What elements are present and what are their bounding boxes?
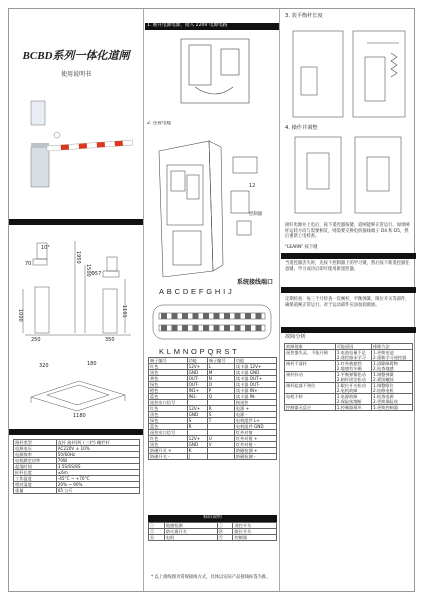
- terminal-pin: [224, 313, 230, 319]
- wiring-cell: 防砸检测 -: [234, 454, 276, 460]
- terminal-pin: [182, 325, 188, 331]
- spec-row: [14, 488, 140, 494]
- wiring-cell: T: [207, 418, 234, 424]
- wiring-cell: 遥控出口信号: [149, 400, 188, 406]
- wiring-cell: M: [207, 370, 234, 376]
- terminal-pin: [161, 313, 167, 319]
- spec-value-cell: ≤6m: [56, 470, 139, 476]
- terminal-pin: [256, 325, 262, 331]
- wiring-cell: N: [207, 376, 234, 382]
- wiring-cell: 黄色: [149, 376, 188, 382]
- terminal-block-drawing: [151, 297, 275, 349]
- fault-table: [284, 343, 413, 411]
- terminal-pin: [235, 325, 241, 331]
- fault-cell: 控制器无反应: [285, 405, 336, 411]
- wiring-cell: 防砸开关 +: [149, 448, 188, 454]
- wiring-cell: R: [187, 424, 207, 430]
- wiring-header-cell: 端子编号: [149, 358, 188, 364]
- wiring-cell: 橙色: [149, 388, 188, 394]
- fault-row: [285, 372, 413, 383]
- spec-value-cell: AC220V ± 10%: [56, 446, 139, 452]
- wiring-cell: 蓝色: [149, 424, 188, 430]
- fault-row: [285, 361, 413, 372]
- wiring-cell: 绿色: [149, 382, 188, 388]
- dim-label: 250: [31, 337, 41, 343]
- base-footprint-drawing: [17, 359, 137, 421]
- wiring-cell: 绿色: [149, 418, 188, 424]
- legend-symbol-cell: ㊄: [149, 535, 165, 541]
- fault-row: [285, 383, 413, 394]
- section-heading: 4. 操作并调整: [285, 125, 318, 131]
- fault-cell: 1.检查电源 2.更换保险丝: [371, 394, 412, 405]
- terminal-top-letters: ABCDEFGHIJ: [159, 287, 235, 296]
- manual-page: [8, 8, 415, 592]
- spec-label-cell: 工作温度: [14, 476, 57, 482]
- fault-cell: 1.电源故障 2.保险丝熔断: [335, 394, 371, 405]
- wiring-cell: 黑色: [149, 412, 188, 418]
- dim-label: Φ57: [91, 271, 102, 277]
- wiring-cell: 红外对射 +: [234, 436, 276, 442]
- wiring-header-cell: 端子编号: [207, 358, 234, 364]
- fault-row: [285, 405, 413, 411]
- controller-label: 控制器: [249, 212, 263, 217]
- dim-label: 350: [105, 337, 115, 343]
- dim-label: 1950: [75, 251, 81, 264]
- wiring-cell: R: [207, 406, 234, 412]
- legend-text-cell: 控制器: [233, 535, 277, 541]
- legend-text-cell: 遥控开关: [233, 523, 277, 529]
- wiring-cell: 黑色: [149, 370, 188, 376]
- legend-text-cell: 地感检测: [164, 523, 217, 529]
- fault-row: [285, 350, 413, 361]
- wiring-cell: GND: [187, 412, 207, 418]
- spec-label-cell: 闸杆类型: [14, 440, 57, 446]
- learn-key-text: "LEARN" 按下键: [285, 245, 318, 250]
- svg-text:12: 12: [249, 183, 256, 189]
- spec-value-cell: 70W: [56, 458, 139, 464]
- legend-symbol-cell: ㊂: [149, 529, 165, 535]
- wiring-cell: OUT-: [187, 376, 207, 382]
- section-header: 1. 断开电源电源，接入 220V 电源电路: [145, 23, 279, 30]
- fault-header-cell: 可能原因: [335, 344, 371, 350]
- wiring-cell: S: [207, 412, 234, 418]
- legend-table: [148, 522, 277, 541]
- wiring-cell: 红色: [149, 406, 188, 412]
- wiring-cell: [207, 454, 234, 460]
- fault-cell: 1.调整弹簧 2.紧固螺丝: [371, 372, 412, 383]
- power-box-illustration: [175, 35, 255, 107]
- dim-label: 10°: [41, 245, 50, 251]
- section-header: 2. 连接电缆: [145, 121, 279, 128]
- terminal-pin: [235, 313, 241, 319]
- column-adjust: [281, 9, 416, 591]
- wiring-cell: K: [187, 448, 207, 454]
- wiring-cell: 接遥控: [234, 400, 276, 406]
- fault-header-cell: 故障现象: [285, 344, 336, 350]
- spec-label-cell: 起落时间: [14, 464, 57, 470]
- fault-cell: 闸杆不落杆: [285, 361, 336, 372]
- wiring-cell: O: [207, 382, 234, 388]
- fault-header: 故障分析: [285, 334, 306, 340]
- terminal-pin: [203, 313, 209, 319]
- spec-label-cell: 电机额定功率: [14, 458, 57, 464]
- spec-label-cell: 电源频率: [14, 452, 57, 458]
- wiring-cell: 蓝色: [149, 394, 188, 400]
- fault-cell: 1.更换控制器: [371, 405, 412, 411]
- spec-label-cell: 重量: [14, 488, 57, 494]
- wiring-row: [149, 454, 277, 460]
- wiring-cell: 电机组件 GND: [234, 424, 276, 430]
- cabinet-drawing: [149, 131, 277, 281]
- terminal-pin: [193, 313, 199, 319]
- wiring-cell: 12V+: [187, 364, 207, 370]
- fault-cell: 1.控制器损坏: [335, 405, 371, 411]
- fault-cell: 1.调整限位 2.检修电机: [371, 383, 412, 394]
- dim-label: 180: [87, 361, 97, 367]
- wiring-cell: 读卡器 GND: [234, 370, 276, 376]
- terminal-pin: [203, 325, 209, 331]
- wiring-cell: J: [187, 454, 207, 460]
- wiring-cell: IN1-: [187, 394, 207, 400]
- wiring-cell: Q: [207, 394, 234, 400]
- wiring-cell: 防砸检测 +: [234, 448, 276, 454]
- wiring-cell: 红色: [149, 436, 188, 442]
- fault-row: [285, 394, 413, 405]
- spec-table: [13, 439, 140, 494]
- dim-label: 1101: [121, 305, 127, 318]
- remote-paragraph: 当遥控器丢失时，先按下控制器上的学习键，然后按下新遥控器任意键，学习成功后即可使用新遥控器。: [285, 261, 410, 272]
- wiring-cell: 红外对射 -: [234, 442, 276, 448]
- section-divider: [9, 219, 143, 225]
- wiring-cell: L: [207, 364, 234, 370]
- legend-row: [149, 535, 277, 541]
- fault-cell: 闸杆抖动: [285, 372, 336, 383]
- wiring-cell: 读卡器 IN-: [234, 394, 276, 400]
- dim-label: 1500: [85, 264, 91, 277]
- wiring-header-cell: 功能: [234, 358, 276, 364]
- wiring-cell: GND: [187, 442, 207, 448]
- fault-cell: 1.清除障碍物 2.检查地感: [371, 361, 412, 372]
- terminal-bottom-letters: KLMNOPQRST: [159, 347, 240, 356]
- wiring-table: [148, 357, 277, 460]
- dim-label: 1180: [73, 413, 86, 419]
- maintenance-paragraph: 定期检查：每三个月检查一次闸杆、平衡弹簧、限位开关等部件，确保道闸正常运行。对于运动部件应添加润滑油。: [285, 297, 410, 308]
- section-divider: [281, 327, 416, 333]
- wiring-cell: 12V+: [187, 436, 207, 442]
- dim-label: 70: [25, 261, 32, 267]
- legend-header: 标识说明: [148, 515, 277, 522]
- wiring-cell: 读卡器 12V+: [234, 364, 276, 370]
- legend-text-cell: 防火墙开关: [164, 529, 217, 535]
- wiring-cell: 红色: [149, 364, 188, 370]
- wiring-note: * 以上接线图为常规接线方式，具体以实际产品接线标签为准。: [151, 575, 271, 580]
- wiring-cell: 电源 -: [234, 412, 276, 418]
- spec-label-cell: 相对湿度: [14, 482, 57, 488]
- terminal-title: 系统接线端口: [237, 279, 274, 286]
- terminal-pin: [172, 313, 178, 319]
- terminal-pin: [182, 313, 188, 319]
- terminal-pin: [161, 325, 167, 331]
- wiring-cell: OUT-: [187, 382, 207, 388]
- wiring-cell: 黑色: [149, 442, 188, 448]
- terminal-pin: [172, 325, 178, 331]
- section-divider: [281, 287, 416, 293]
- barrier-illustration: [17, 87, 137, 197]
- terminal-pin: [214, 325, 220, 331]
- wiring-cell: U: [207, 436, 234, 442]
- wiring-cell: 电源 +: [234, 406, 276, 412]
- dim-label: 320: [39, 363, 49, 369]
- spec-label-cell: 电源电压: [14, 446, 57, 452]
- wiring-cell: 防砸开关 -: [149, 454, 188, 460]
- wiring-cell: 读卡器 OUT+: [234, 376, 276, 382]
- product-subtitle: 使用说明书: [60, 71, 91, 78]
- wiring-cell: 遥控出口信号: [149, 430, 188, 436]
- terminal-pin: [256, 313, 262, 319]
- spec-value-cell: 20% ~ 90%: [56, 482, 139, 488]
- spec-value-cell: 直杆 曲杆(两 / 三栏) 栅栏杆: [56, 440, 139, 446]
- fault-cell: 1.限位开关松动 2.电机故障: [335, 383, 371, 394]
- legend-symbol-cell: ㊃: [217, 529, 233, 535]
- balance-spring-drawing: [287, 23, 411, 123]
- dim-label: 1000: [17, 309, 23, 322]
- column-wiring: [145, 9, 280, 591]
- fault-cell: 电机不转: [285, 394, 336, 405]
- wiring-cell: S: [187, 418, 207, 424]
- fault-cell: 闸杆起落不到位: [285, 383, 336, 394]
- section-heading: 3. 装平衡杆长度: [285, 13, 323, 19]
- legend-symbol-cell: ㊅: [217, 535, 233, 541]
- wiring-cell: GND: [187, 370, 207, 376]
- wiring-cell: 红外对射: [234, 430, 276, 436]
- wiring-cell: V: [207, 442, 234, 448]
- wiring-cell: 读卡器 OUT-: [234, 382, 276, 388]
- wiring-header-cell: 功能: [187, 358, 207, 364]
- wiring-cell: 12V+: [187, 406, 207, 412]
- spring-adjust-drawing: [289, 133, 409, 217]
- fault-cell: 1.更换电池 2.重新学习遥控器: [371, 350, 412, 361]
- product-title: BCBD系列一体化道闸: [22, 50, 130, 62]
- spec-value-cell: -45°C ~ +70°C: [56, 476, 139, 482]
- wiring-cell: 读卡器 IN+: [234, 388, 276, 394]
- fault-header-cell: 排除方法: [371, 344, 412, 350]
- terminal-pin: [214, 313, 220, 319]
- wiring-cell: 电机组件 L+: [234, 418, 276, 424]
- legend-symbol-cell: ㊀: [149, 523, 165, 529]
- adjust-paragraph: 接好电源并上电后，按下遥控器按键，道闸能够正常运行。如果闸杆运转方向与需要相反，则需要交换电机接线端子 D4 和 D5，然后重新上电检查。: [285, 223, 410, 240]
- spec-value-cell: 65 公斤: [56, 488, 139, 494]
- fault-cell: 1.红外被遮挡 2.地感有车辆: [335, 361, 371, 372]
- spec-value-cell: 3.5S/6S/8S: [56, 464, 139, 470]
- section-divider: [281, 253, 416, 259]
- terminal-pin: [224, 325, 230, 331]
- spec-label-cell: 标杆长度: [14, 470, 57, 476]
- section-divider: [9, 429, 143, 435]
- fault-cell: 1.平衡弹簧松动 2.闸杆固定松动: [335, 372, 371, 383]
- fault-cell: 遥控器失灵，不能开闸: [285, 350, 336, 361]
- column-cover: [9, 9, 144, 591]
- spec-value-cell: 50/60Hz: [56, 452, 139, 458]
- dimension-drawing: [13, 229, 141, 347]
- fault-cell: 1.电池电量不足 2.遥控器未学习: [335, 350, 371, 361]
- legend-text-cell: 限位开关: [233, 529, 277, 535]
- terminal-pin: [193, 325, 199, 331]
- terminal-pin: [245, 313, 251, 319]
- wiring-cell: IN1+: [187, 388, 207, 394]
- legend-text-cell: 电机: [164, 535, 217, 541]
- terminal-pin: [245, 325, 251, 331]
- wiring-cell: P: [207, 388, 234, 394]
- legend-symbol-cell: ㊁: [217, 523, 233, 529]
